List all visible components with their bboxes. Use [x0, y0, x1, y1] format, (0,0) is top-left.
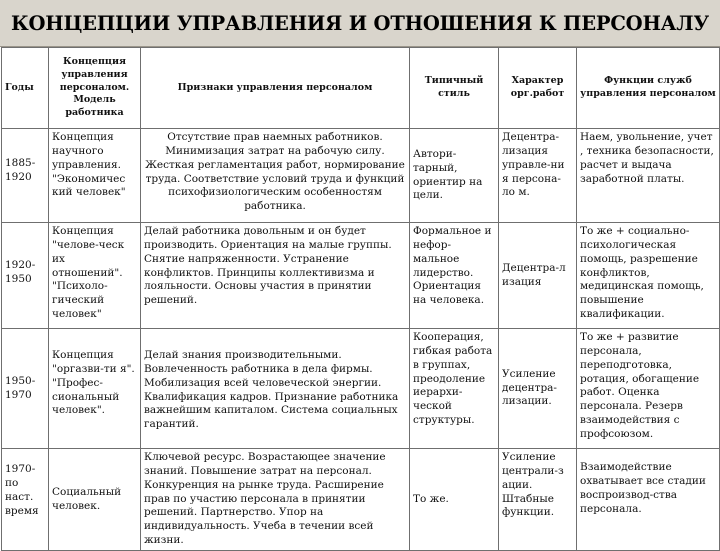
cell-concept: Концепция научного управления. "Экономичес кий человек"	[49, 129, 141, 223]
cell-concept: Концепция "челове-ческ их отношений". "Психоло-гический человек"	[49, 223, 141, 329]
concepts-table	[1, 47, 720, 551]
cell-style: Автори-тарный, ориентир на цели.	[410, 129, 499, 223]
cell-functions: То же + развитие персонала, переподготовка, ротация, обогащение работ. Оценка персонала. Резерв взаимодействия с профсоюзом.	[577, 329, 720, 449]
cell-functions: Взаимодействие охватывает все стадии воспроизвод-ства персонала.	[577, 449, 720, 551]
cell-features: Ключевой ресурс. Возрастающее значение знаний. Повышение затрат на персонал. Конкуренция на рынке труда. Расширение прав по участию персонала в принятии решений. Партнерство. Упор на индивидуальность. Учеба в течении всей жизни.	[141, 449, 410, 551]
cell-concept: Социальный человек.	[49, 449, 141, 551]
cell-org: Децентра-лизация управле-ни я персона-ло м.	[499, 129, 577, 223]
header-features: Признаки управления персоналом	[141, 48, 410, 129]
table-row	[2, 129, 720, 223]
cell-style: Формальное и нефор-мальное лидерство. Ориентация на человека.	[410, 223, 499, 329]
cell-style: Кооперация, гибкая работа в группах, преодоление иерархи-ческой структуры.	[410, 329, 499, 449]
cell-years: 1950-1970	[2, 329, 49, 449]
cell-org: Усиление децентра-лизации.	[499, 329, 577, 449]
table-row	[2, 329, 720, 449]
cell-org: Усиление централи-з ации. Штабные функции.	[499, 449, 577, 551]
cell-concept: Концепция "оргазви-ти я". "Профес-сиональный человек".	[49, 329, 141, 449]
table-row	[2, 223, 720, 329]
table-row	[2, 449, 720, 551]
cell-features: Делай знания производительными. Вовлеченность работника в дела фирмы. Мобилизация всей человеческой энергии. Квалификация кадров. Признание работника важнейшим капиталом. Система социальных гарантий.	[141, 329, 410, 449]
cell-years: 1885-1920	[2, 129, 49, 223]
cell-org: Децентра-л изация	[499, 223, 577, 329]
cell-features: Делай работника довольным и он будет производить. Ориентация на малые группы. Снятие напряженности. Устранение конфликтов. Принципы коллективизма и лояльности. Основы участия в принятии решений.	[141, 223, 410, 329]
header-years: Годы	[2, 48, 49, 129]
header-row	[2, 48, 720, 129]
header-functions: Функции служб управления персоналом	[577, 48, 720, 129]
page-title: КОНЦЕПЦИИ УПРАВЛЕНИЯ И ОТНОШЕНИЯ К ПЕРСОНАЛУ	[10, 11, 710, 35]
title-bar	[0, 0, 720, 47]
header-concept: Концепция управления персоналом. Модель работника	[49, 48, 141, 129]
cell-features: Отсутствие прав наемных работников. Минимизация затрат на рабочую силу. Жесткая регламентация работ, нормирование труда. Соответствие условий труда и функций психофизиологическим особенностям работника.	[141, 129, 410, 223]
header-org: Характер орг.работ	[499, 48, 577, 129]
cell-years: 1970-по наст. время	[2, 449, 49, 551]
cell-style: То же.	[410, 449, 499, 551]
header-style: Типичный стиль	[410, 48, 499, 129]
cell-functions: То же + социально-психологическая помощь, разрешение конфликтов, медицинская помощь, повышение квалификации.	[577, 223, 720, 329]
cell-functions: Наем, увольнение, учет , техника безопасности, расчет и выдача заработной платы.	[577, 129, 720, 223]
cell-years: 1920-1950	[2, 223, 49, 329]
